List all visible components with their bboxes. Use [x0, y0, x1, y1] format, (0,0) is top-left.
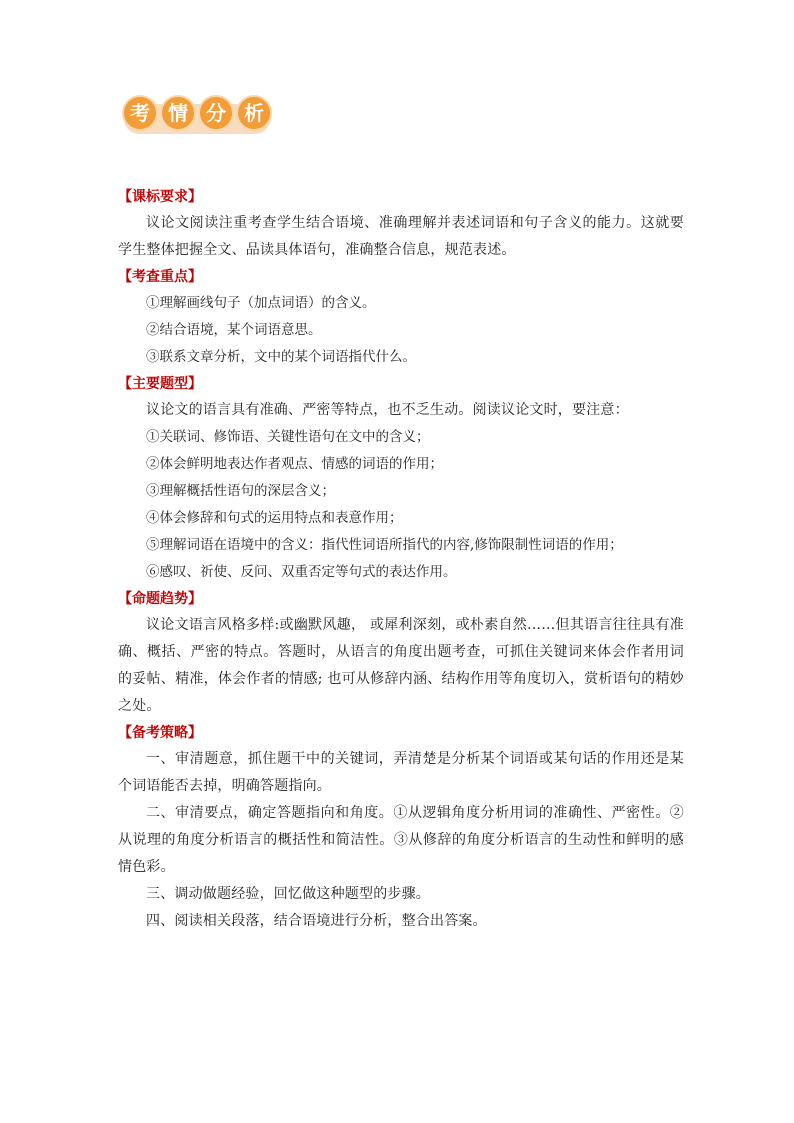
heading-beikao: 【备考策略】 [118, 725, 202, 741]
list-item: ①关联词、修饰语、关键性语句在文中的含义； [146, 429, 430, 445]
heading-kebiao: 【课标要求】 [118, 189, 202, 205]
paragraph-beikao-1: 一、审清题意，抓住题干中的关键词，弄清楚是分析某个词语或某句话的作用还是某个词语能否去掉，明确答题指向。 [118, 751, 684, 794]
banner-char-1: 考 [122, 95, 158, 131]
paragraph-beikao-4: 四、阅读相关段落，结合语境进行分析，整合出答案。 [146, 913, 487, 929]
section-banner [118, 92, 278, 142]
content [118, 184, 684, 935]
list-item: ⑥感叹、祈使、反问、双重否定等句式的表达作用。 [146, 564, 457, 580]
banner-char-3: 分 [198, 95, 234, 131]
heading-mingti: 【命题趋势】 [118, 591, 202, 607]
paragraph-mingti: 议论文语言风格多样:或幽默风趣， 或犀利深刻，或朴素自然……但其语言往往具有准确、概括、严密的特点。答题时，从语言的角度出题考查，可抓住关键词来体会作者用词的妥帖、精准，体会作者的情感; 也可从修辞内涵、结构作用等角度切入，赏析语句的精妙之处。 [118, 617, 684, 714]
paragraph-kebiao: 议论文阅读注重考查学生结合语境、准确理解并表述词语和句子含义的能力。这就要学生整体把握全文、品读具体语句，准确整合信息，规范表述。 [118, 215, 684, 258]
banner-char-2: 情 [160, 95, 196, 131]
list-item: ③理解概括性语句的深层含义； [146, 483, 335, 499]
list-item: ①理解画线句子（加点词语）的含义。 [146, 295, 376, 311]
list-item: ④体会修辞和句式的运用特点和表意作用； [146, 510, 403, 526]
list-item: ②体会鲜明地表达作者观点、情感的词语的作用； [146, 456, 443, 472]
heading-kaocha: 【考查重点】 [118, 269, 202, 285]
list-item: ③联系文章分析，文中的某个词语指代什么。 [146, 349, 416, 365]
paragraph-beikao-2: 二、审清要点，确定答题指向和角度。①从逻辑角度分析用词的准确性、严密性。②从说理的角度分析语言的概括性和简洁性。③从修辞的角度分析语言的生动性和鲜明的感情色彩。 [118, 805, 684, 875]
banner-char-4: 析 [236, 95, 272, 131]
list-item: ⑤理解词语在语境中的含义：指代性词语所指代的内容,修饰限制性词语的作用； [146, 537, 623, 553]
heading-zhuyao: 【主要题型】 [118, 376, 202, 392]
paragraph-beikao-3: 三、调动做题经验，回忆做这种题型的步骤。 [146, 886, 430, 902]
list-item: ②结合语境，某个词语意思。 [146, 322, 322, 338]
paragraph-zhuyao-intro: 议论文的语言具有准确、严密等特点，也不乏生动。阅读议论文时，要注意： [146, 402, 629, 418]
